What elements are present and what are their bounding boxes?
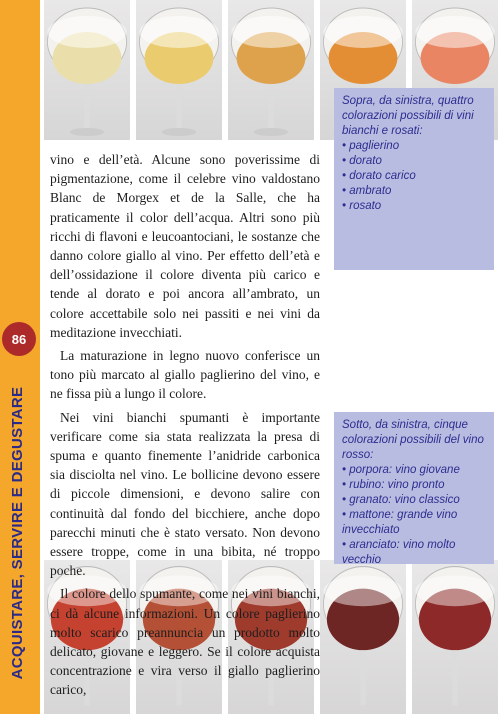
wine-glass-image <box>320 560 406 714</box>
caption-top-item: • dorato <box>342 154 486 169</box>
caption-bottom <box>334 412 494 564</box>
caption-bottom-item: • granato: vino classico <box>342 493 486 508</box>
paragraph: La maturazione in legno nuovo conferisce un tono più marcato al giallo paglierino del vino, e ne fissa più a lungo il colore. <box>50 348 320 402</box>
body-text <box>50 150 320 704</box>
caption-bottom-item: • aranciato: vino molto vecchio <box>342 538 486 568</box>
caption-top-item: • paglierino <box>342 139 486 154</box>
wine-glass-image <box>136 0 222 140</box>
wine-glass-image <box>228 0 314 140</box>
caption-top-item: • ambrato <box>342 184 486 199</box>
caption-bottom-intro: Sotto, da sinistra, cinque colorazioni possibili del vino rosso: <box>342 419 484 461</box>
wine-glass-image <box>412 560 498 714</box>
caption-bottom-list <box>342 463 486 568</box>
paragraph: Nei vini bianchi spumanti è importante verificare come sia stata realizzata la presa di spuma e quanto finemente l’anidride carbonica sia disciolta nel vino. Le bollicine devono essere di piccole dimensioni, e devono salire con continuità dal fondo del bicchiere, anche dopo parecchi minuti che è stato versato. Non devono essere troppe, come in una bibita, né troppo poche. <box>50 409 320 579</box>
caption-bottom-item: • mattone: grande vino invecchiato <box>342 508 486 538</box>
caption-top-list <box>342 139 486 214</box>
caption-top-item: • dorato carico <box>342 169 486 184</box>
wine-glass-image <box>44 0 130 140</box>
caption-bottom-item: • porpora: vino giovane <box>342 463 486 478</box>
paragraph: vino e dell’età. Alcune sono poverissime di pigmentazione, come il celebre vino valdostano Blanc de Morgex et de la Salle, che ha praticamente il color dell’acqua. Altri sono più ricchi di flavoni e leucoantociani, le sostanze che danno colore giallo al vino. Per effetto dell’età e dell’ossidazione il colore diventa più carico e tende al dorato e poi ancora all’ambrato, un colore accettabile solo nei passiti e nei vini da meditazione invecchiati. <box>50 152 320 340</box>
paragraph: Il colore dello spumante, come nei vini bianchi, ci dà alcune informazioni. Un colore paglierino molto scarico preannuncia un prodotto molto delicato, giovane e leggero. Se il colore acquista concentrazione e vira verso il giallo paglierino carico, <box>50 586 320 698</box>
section-title: ACQUISTARE, SERVIRE E DEGUSTARE <box>9 386 26 680</box>
page-number: 86 <box>2 322 36 356</box>
caption-top-intro: Sopra, da sinistra, quattro colorazioni possibili di vini bianchi e rosati: <box>342 95 474 137</box>
caption-top-item: • rosato <box>342 199 486 214</box>
caption-top <box>334 88 494 270</box>
caption-bottom-item: • rubino: vino pronto <box>342 478 486 493</box>
